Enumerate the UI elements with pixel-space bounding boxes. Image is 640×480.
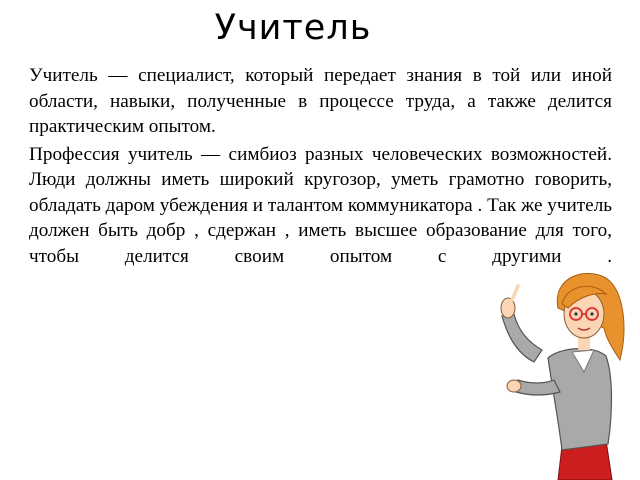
paragraph-definition: Учитель — специалист, который передает знания в той или иной области, навыки, полученные в процессе труда, а также делится практическим опытом.	[29, 65, 612, 137]
paragraph-profession: Профессия учитель — симбиоз разных человеческих возможностей. Люди должны иметь широкий кругозор, уметь грамотно говорить, обладать даром убеждения и талантом коммуникатора . Так же учитель должен быть добр , сдержан , иметь высшее образование для того, чтобы делится своим опытом с другими .	[29, 143, 613, 267]
teacher-pointing-icon	[488, 268, 638, 480]
page-title: Учитель	[214, 8, 372, 48]
body-text	[29, 63, 612, 295]
